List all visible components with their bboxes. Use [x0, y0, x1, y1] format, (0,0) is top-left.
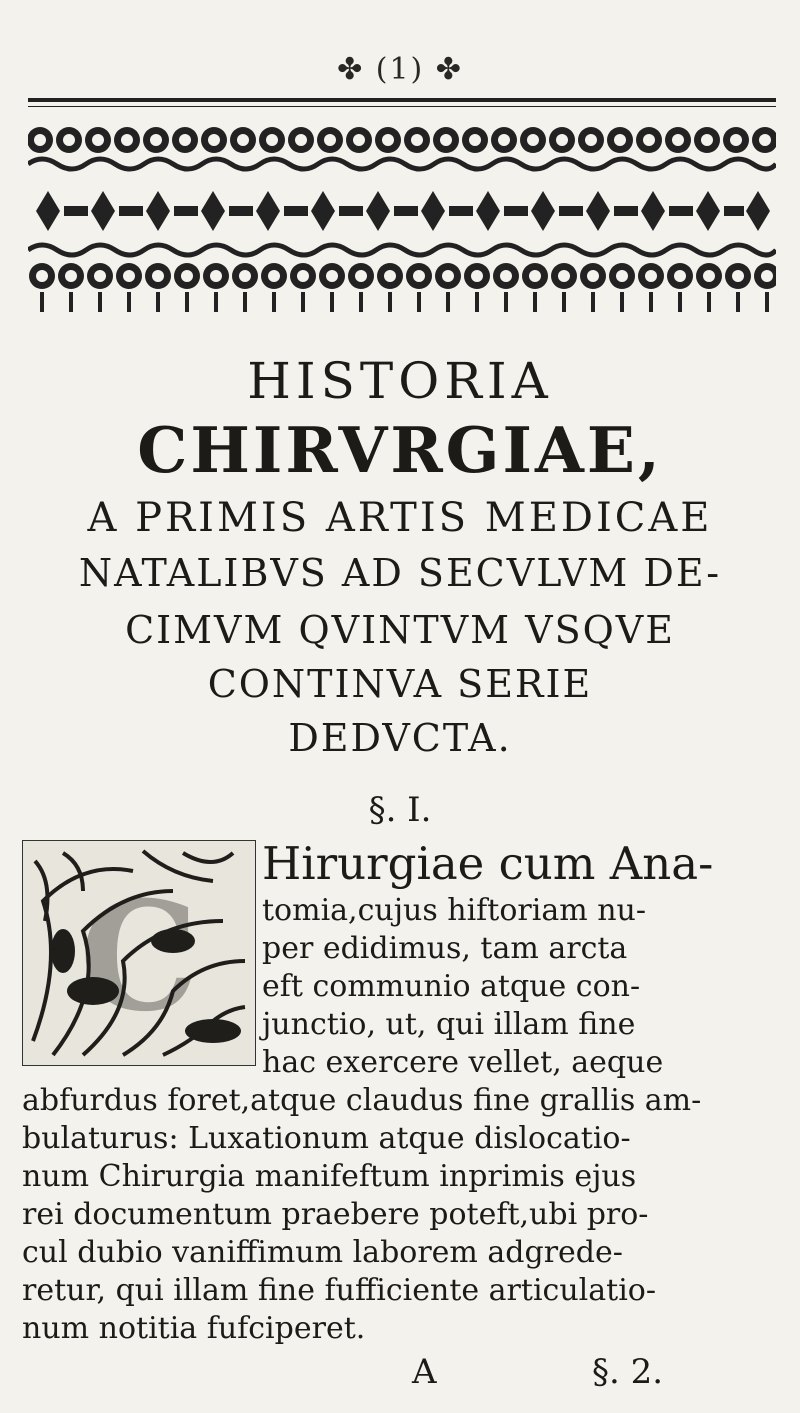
body-line-6: hac exercere vellet, aeque — [262, 1045, 664, 1080]
body-line-2: tomia,cujus hiftoriam nu- — [262, 893, 646, 928]
decorated-initial-icon — [22, 840, 256, 1066]
body-line-11: cul dubio vaniffimum laborem adgrede- — [22, 1235, 623, 1270]
title-line-7: DEDVCTA. — [288, 716, 512, 760]
fleuron-right-icon: ✤ — [435, 52, 463, 87]
header-rule-thick — [28, 98, 776, 102]
body-line-4: eft communio atque con- — [262, 969, 641, 1004]
page-number: (1) — [375, 52, 425, 87]
initial-letter: C — [79, 869, 199, 1045]
section-label: §. I. — [368, 790, 432, 830]
body-line-7: abfurdus foret,atque claudus fine grallis am- — [22, 1083, 702, 1118]
body-line-10: rei documentum praebere poteft,ubi pro- — [22, 1197, 649, 1232]
title-historia: HISTORIA — [247, 352, 553, 410]
ornament-row-middle-icon — [28, 186, 776, 236]
body-line-12: retur, qui illam fine fufficiente articulatio- — [22, 1273, 656, 1308]
body-line-1-text: Hirurgiae cum Ana- — [262, 837, 714, 890]
body-line-1 — [262, 837, 714, 890]
header-rule-thin — [28, 106, 776, 107]
title-chirurgiae: CHIRVRGIAE, — [137, 413, 663, 487]
body-line-5: junctio, ut, qui illam fine — [262, 1007, 636, 1042]
signature-mark: A — [412, 1352, 437, 1392]
page-header — [0, 52, 800, 87]
body-line-8: bulaturus: Luxationum atque dislocatio- — [22, 1121, 631, 1156]
body-line-3: per edidimus, tam arcta — [262, 931, 628, 966]
catchword: §. 2. — [592, 1352, 664, 1392]
title-line-6: CONTINVA SERIE — [207, 662, 593, 706]
ornament-row-lower-icon — [28, 240, 776, 318]
body-line-9: num Chirurgia manifeftum inprimis ejus — [22, 1159, 637, 1194]
title-line-5: CIMVM QVINTVM VSQVE — [125, 608, 675, 652]
fleuron-left-icon: ✤ — [337, 52, 365, 87]
ornament-row-upper-icon — [28, 112, 776, 182]
body-line-13: num notitia fufciperet. — [22, 1311, 366, 1346]
title-line-3: A PRIMIS ARTIS MEDICAE — [87, 495, 713, 541]
title-line-4: NATALIBVS AD SECVLVM DE- — [78, 551, 722, 595]
